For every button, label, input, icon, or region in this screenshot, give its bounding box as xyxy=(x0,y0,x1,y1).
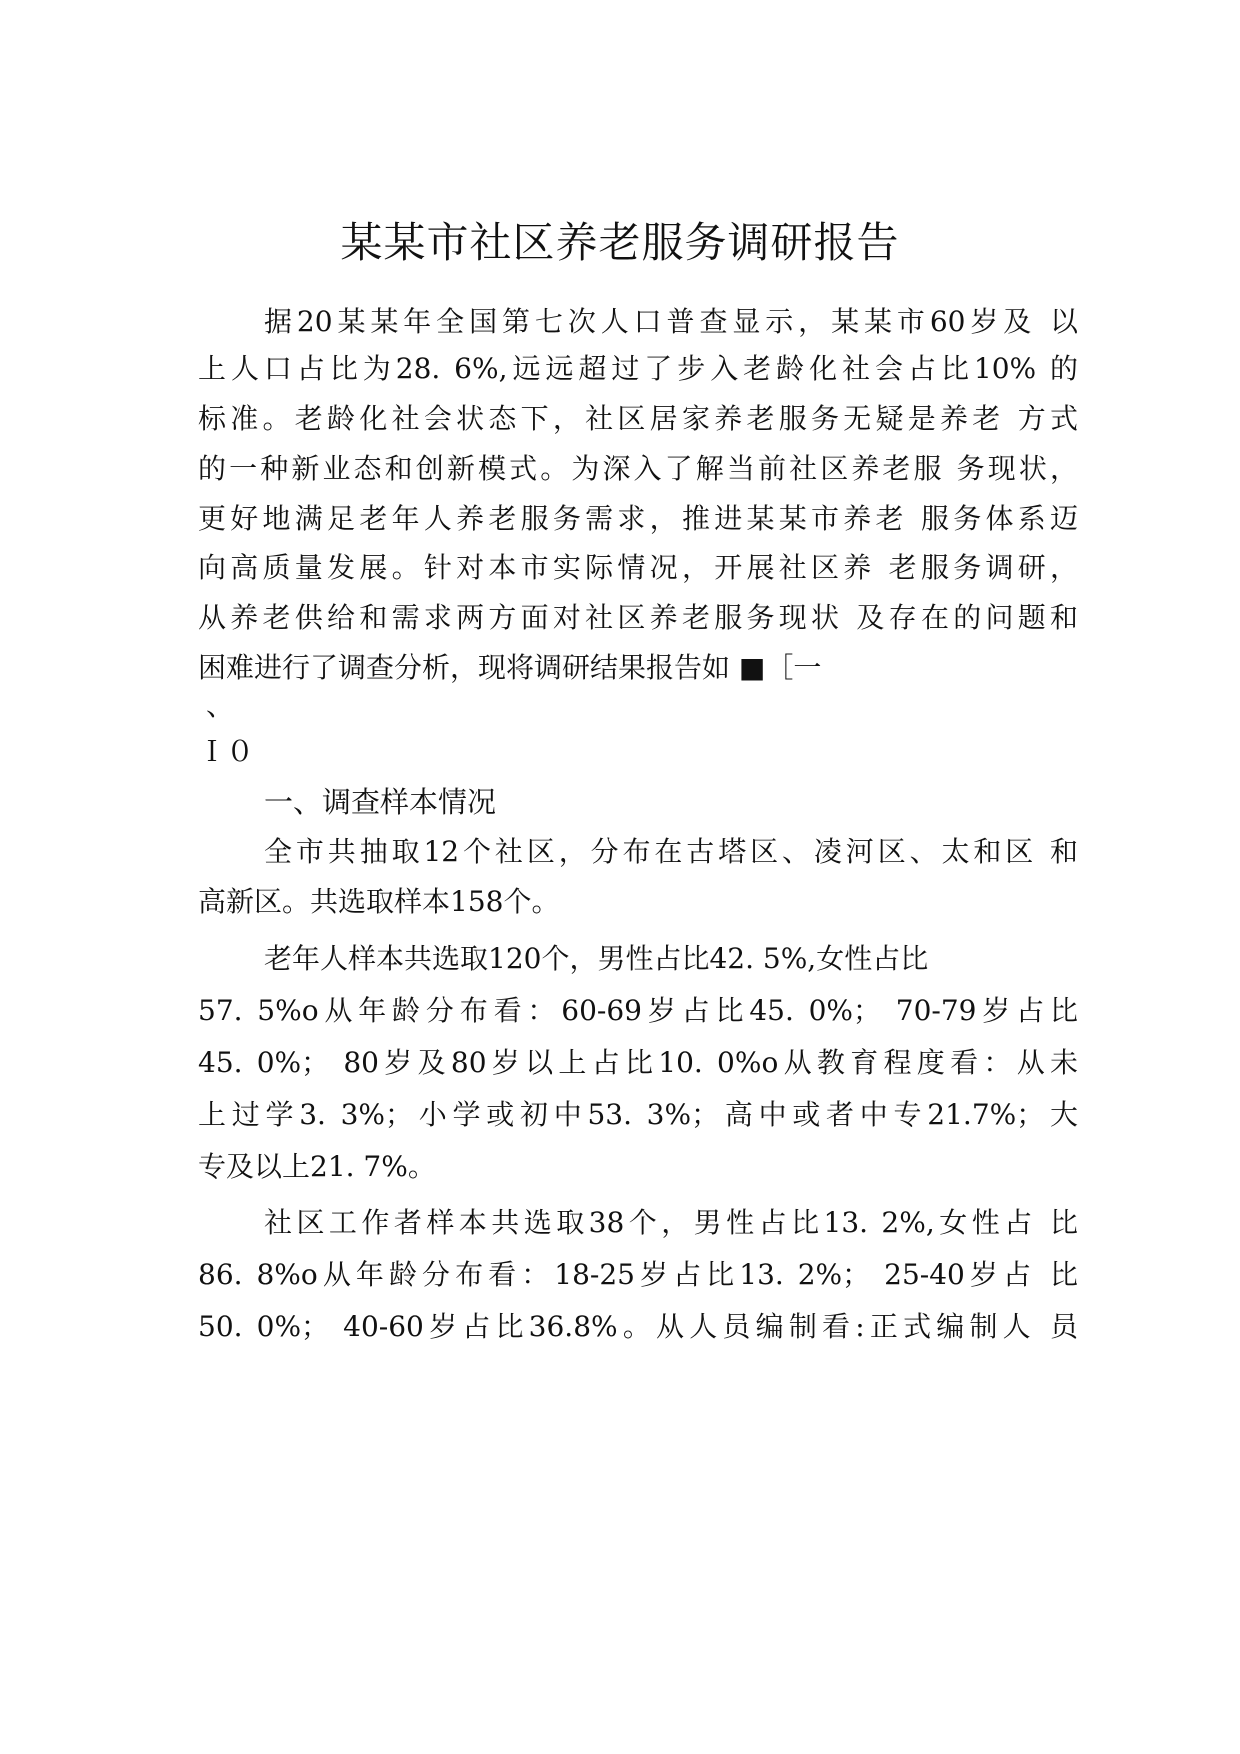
paragraph-line: 全市共抽取12个社区，分布在古塔区、凌河区、太和区 和 xyxy=(264,835,1078,868)
paragraph-line: 高新区。共选取样本158个。 xyxy=(198,885,560,918)
intro-line: 向高质量发展。针对本市实际情况，开展社区养 老服务调研， xyxy=(198,551,1078,584)
section-heading: 一、调查样本情况 xyxy=(264,785,497,819)
intro-line: 更好地满足老年人养老服务需求，推进某某市养老 服务体系迈 xyxy=(198,502,1078,535)
intro-line: 从养老供给和需求两方面对社区养老服务现状 及存在的问题和 xyxy=(198,601,1078,634)
paragraph-line: 专及以上21. 7%。 xyxy=(198,1150,436,1183)
intro-line: 据20某某年全国第七次人口普查显示，某某市60岁及 以 xyxy=(264,305,1078,338)
intro-line: Ｉ０ xyxy=(198,735,255,768)
paragraph-line: 57. 5%o从年龄分布看：60-69岁占比45. 0%； 70-79岁占比 xyxy=(198,994,1078,1027)
paragraph-line: 上过学3. 3%；小学或初中53. 3%；高中或者中专21.7%；大 xyxy=(198,1098,1078,1131)
intro-line: 、 xyxy=(206,689,235,722)
paragraph-line: 社区工作者样本共选取38个，男性占比13. 2%,女性占 比 xyxy=(264,1206,1078,1239)
intro-line: 标准。老龄化社会状态下，社区居家养老服务无疑是养老 方式 xyxy=(198,402,1078,435)
paragraph-line: 老年人样本共选取120个，男性占比42. 5%,女性占比 xyxy=(264,942,929,975)
paragraph-line: 86. 8%o从年龄分布看：18-25岁占比13. 2%； 25-40岁占 比 xyxy=(198,1258,1078,1291)
paragraph-line: 50. 0%； 40-60岁占比36.8%。从人员编制看:正式编制人 员 xyxy=(198,1310,1078,1343)
intro-line: 上人口占比为28. 6%,远远超过了步入老龄化社会占比10% 的 xyxy=(198,352,1078,385)
paragraph-line: 45. 0%； 80岁及80岁以上占比10. 0%o从教育程度看：从未 xyxy=(198,1046,1078,1079)
intro-line: 的一种新业态和创新模式。为深入了解当前社区养老服 务现状， xyxy=(198,452,1078,485)
document-title: 某某市社区养老服务调研报告 xyxy=(340,218,900,267)
intro-line: 困难进行了调查分析，现将调研结果报告如 ■［一 xyxy=(198,651,822,684)
